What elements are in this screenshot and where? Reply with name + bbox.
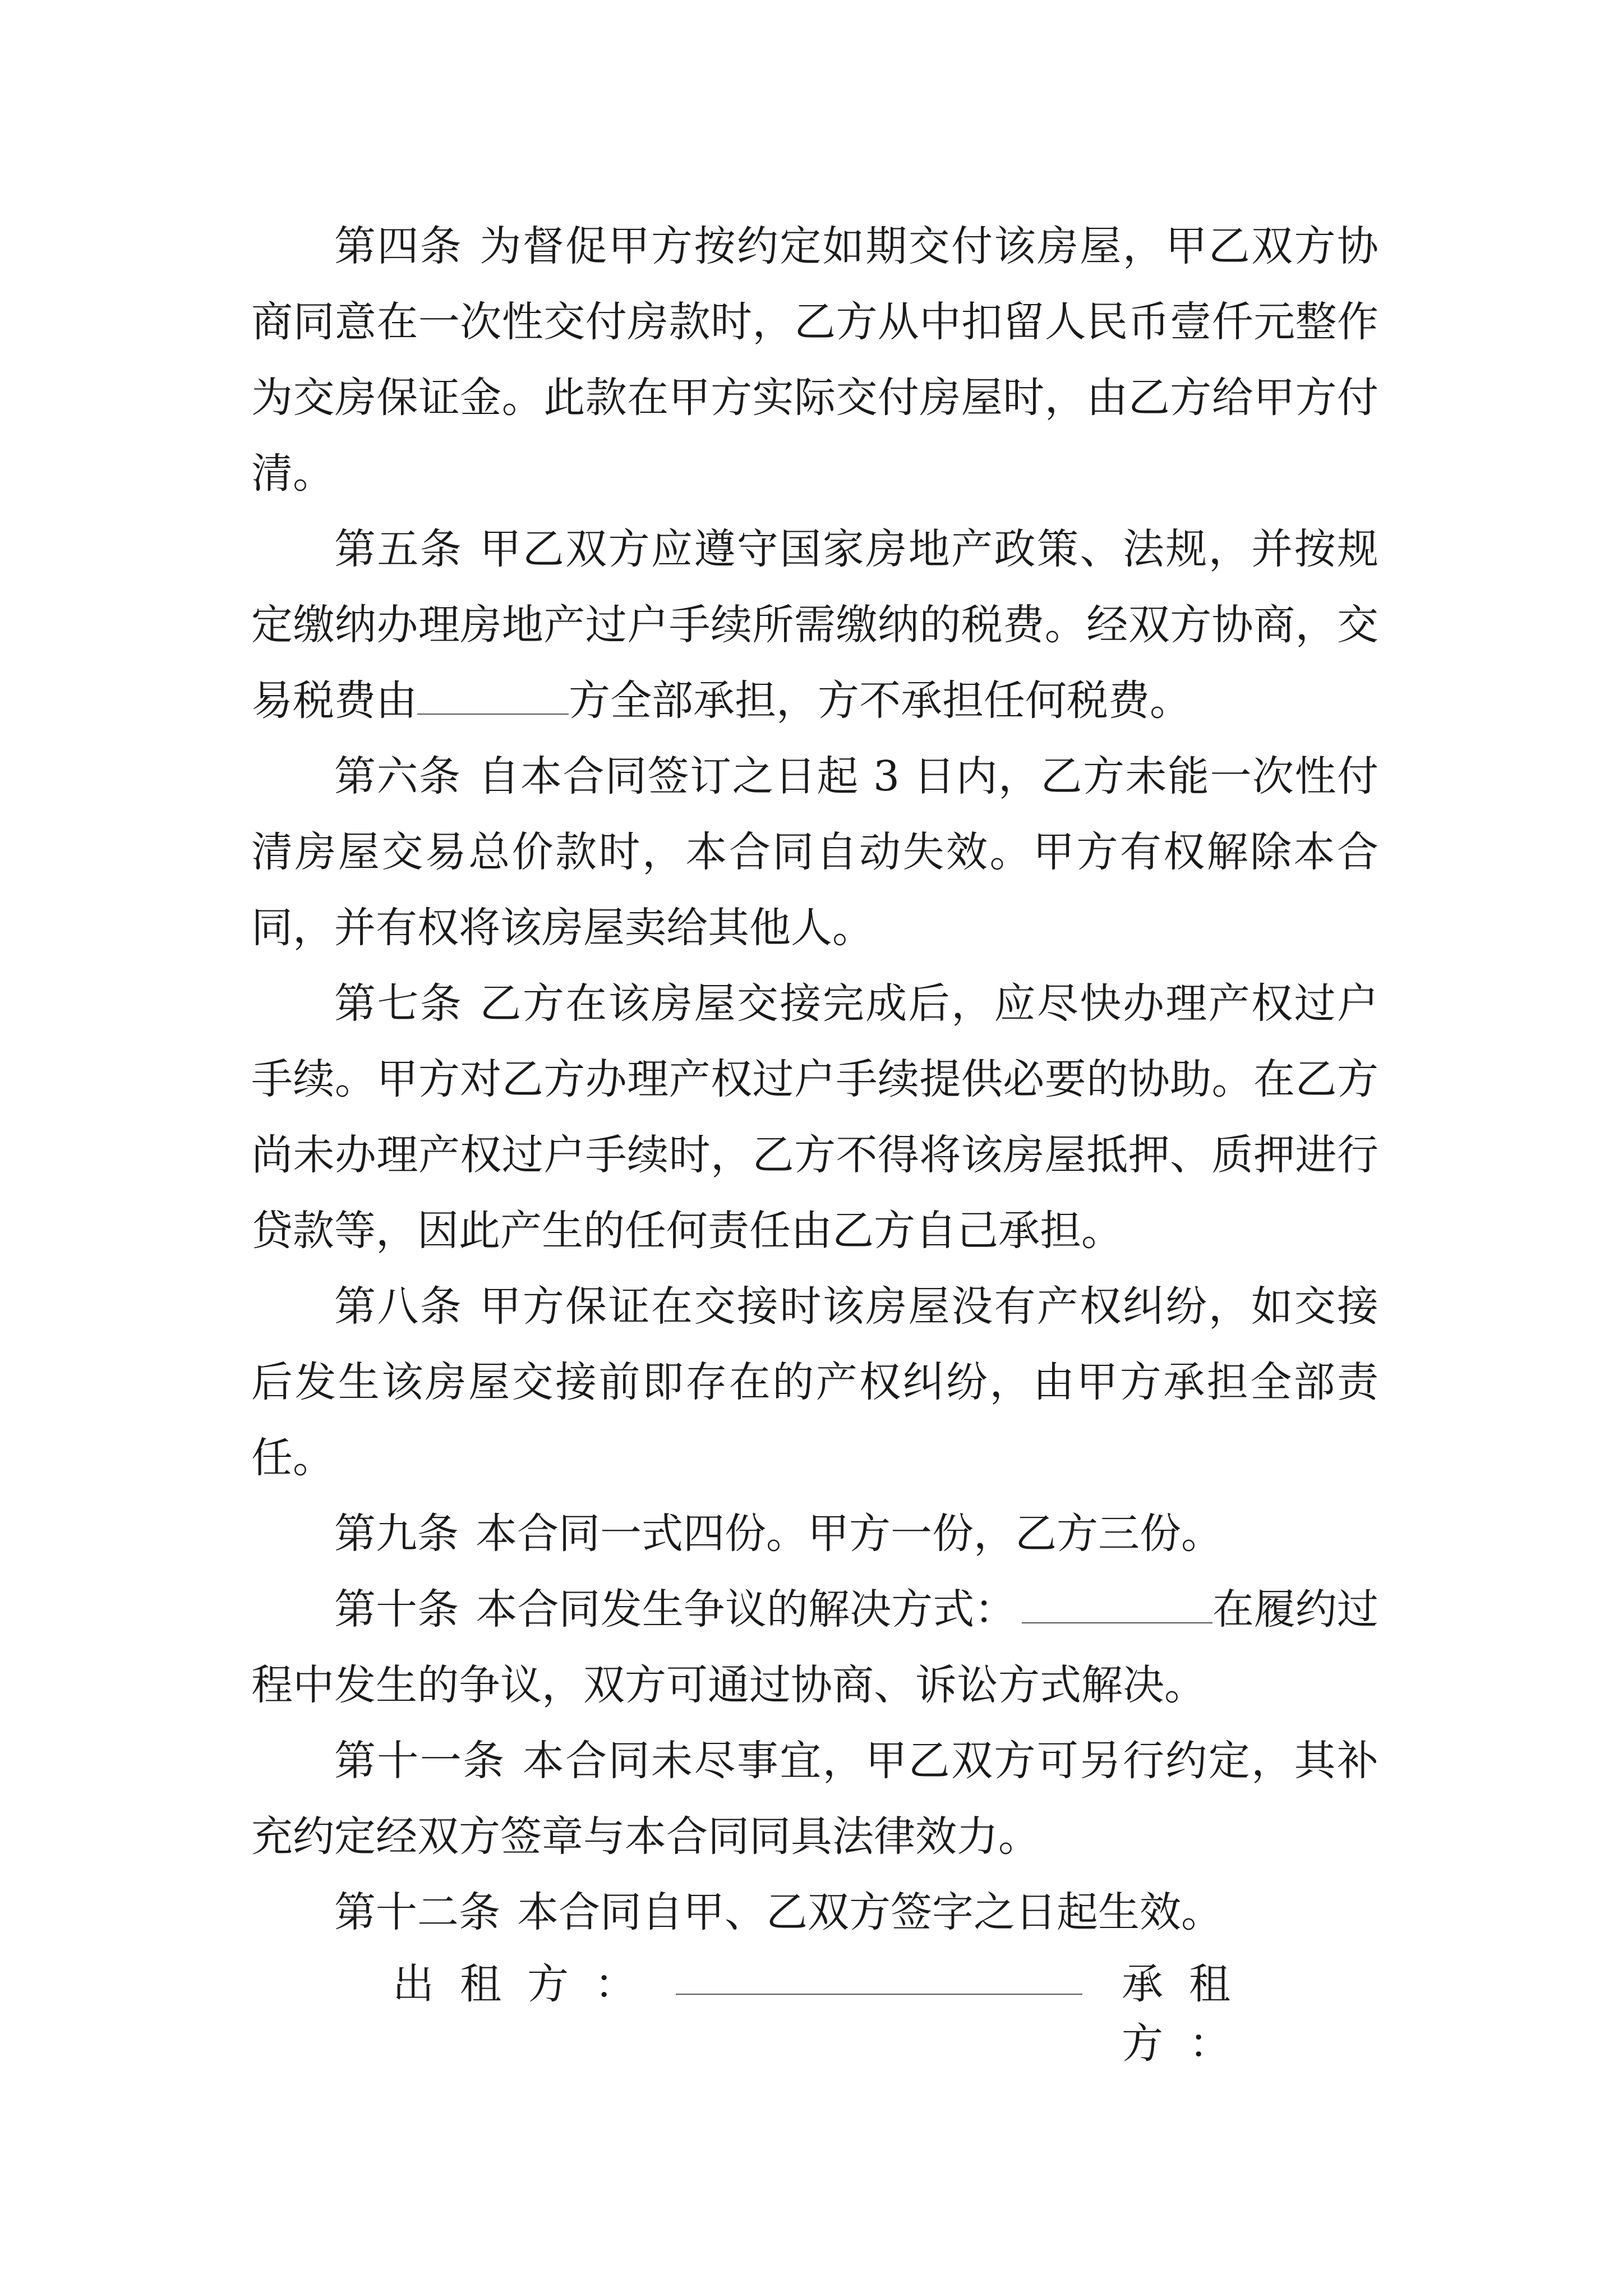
article-6-text: 自本合同签订之日起 3 日内，乙方未能一次性付清房屋交易总价款时，本合同自动失效。甲方有权解除本合同，并有权将该房屋卖给其他人。	[251, 752, 1378, 952]
article-5-text-after: 方全部承担，方不承担任何税费。	[569, 677, 1191, 725]
article-8	[251, 1269, 1378, 1496]
article-10-text-before: 本合同发生争议的解决方式：	[476, 1585, 1016, 1634]
lessee-label: 承租方：	[1122, 1960, 1256, 2068]
article-10	[251, 1572, 1378, 1723]
article-10-label: 第十条	[334, 1585, 459, 1634]
tax-payer-blank	[417, 677, 569, 715]
article-11-text: 本合同未尽事宜，甲乙双方可另行约定，其补充约定经双方签章与本合同同具法律效力。	[251, 1737, 1379, 1861]
article-4	[251, 209, 1378, 512]
article-6	[251, 739, 1378, 966]
article-9-text: 本合同一式四份。甲方一份，乙方三份。	[476, 1510, 1223, 1558]
article-12-label: 第十二条	[334, 1888, 500, 1936]
article-8-text: 甲方保证在交接时该房屋没有产权纠纷，如交接后发生该房屋交接前即存在的产权纠纷，由甲方承担全部责任。	[251, 1282, 1379, 1482]
lessor-signature-line	[676, 1994, 1082, 1995]
article-7	[251, 966, 1378, 1269]
article-10-text-after: 在履约过程中发生的争议，双方可通过协商、诉讼方式解决。	[251, 1585, 1379, 1709]
article-5	[251, 512, 1378, 739]
article-12	[251, 1875, 1378, 1950]
lessor-label: 出租方：	[393, 1960, 662, 2008]
article-5-label: 第五条	[334, 525, 463, 573]
article-9-label: 第九条	[334, 1510, 459, 1558]
article-8-label: 第八条	[334, 1282, 463, 1331]
article-7-text: 乙方在该房屋交接完成后，应尽快办理产权过户手续。甲方对乙方办理产权过户手续提供必要的协助。在乙方尚未办理产权过户手续时，乙方不得将该房屋抵押、质押进行贷款等，因此产生的任何责任由乙方自己承担。	[251, 979, 1379, 1255]
article-7-label: 第七条	[334, 979, 463, 1028]
article-6-label: 第六条	[334, 752, 462, 800]
article-4-label: 第四条	[334, 222, 463, 270]
article-5-text-before: 甲乙双方应遵守国家房地产政策、法规，并按规定缴纳办理房地产过户手续所需缴纳的税费。经双方协商，交易税费由	[251, 525, 1379, 725]
contract-body	[251, 209, 1378, 1950]
article-12-text: 本合同自甲、乙双方签字之日起生效。	[517, 1888, 1223, 1936]
article-9	[251, 1496, 1378, 1572]
article-11-label: 第十一条	[334, 1737, 506, 1785]
dispute-method-blank	[1022, 1585, 1212, 1623]
article-4-text: 为督促甲方按约定如期交付该房屋，甲乙双方协商同意在一次性交付房款时，乙方从中扣留人民币壹仟元整作为交房保证金。此款在甲方实际交付房屋时，由乙方给甲方付清。	[251, 222, 1379, 498]
article-11	[251, 1723, 1378, 1875]
